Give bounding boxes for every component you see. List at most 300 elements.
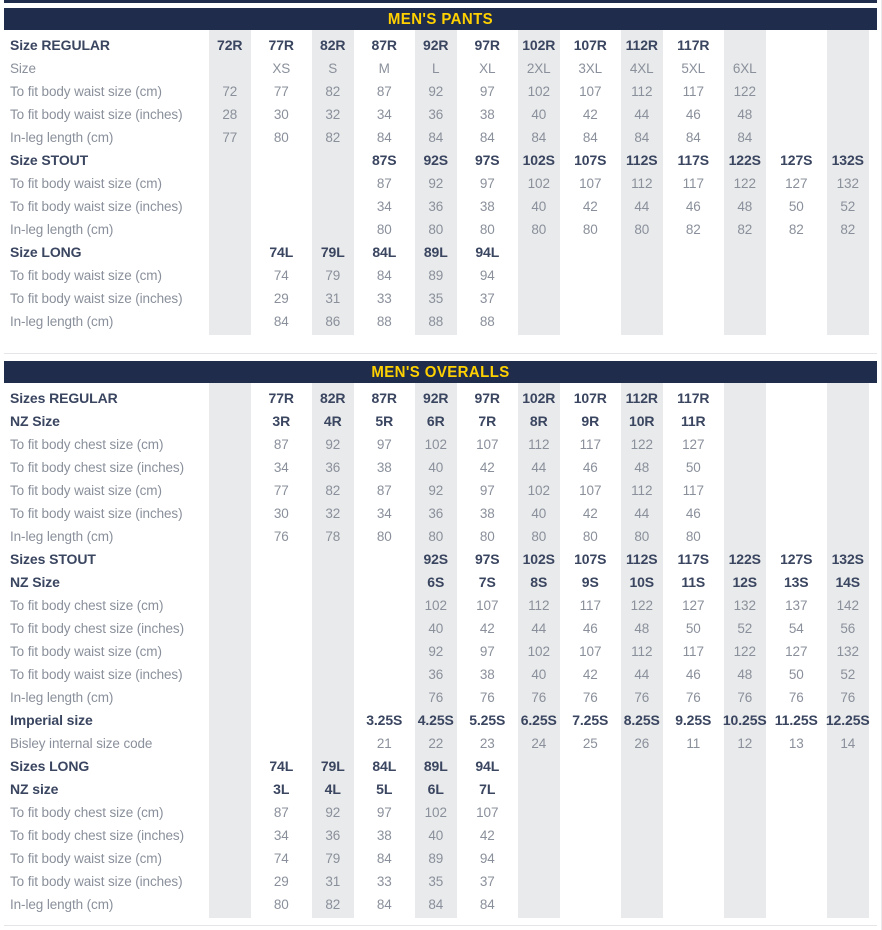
value-cell: [771, 502, 823, 525]
value-cell: 22: [428, 736, 444, 751]
value-cell: 76: [840, 690, 856, 705]
value-cell: 127: [682, 598, 705, 613]
size-code-cell: [771, 241, 823, 264]
size-code-cell: 3.25S: [366, 712, 403, 728]
value-cell: 117: [682, 84, 704, 99]
value-cell: 84: [531, 130, 547, 145]
size-code-cell: 102R: [522, 37, 556, 53]
value-cell: [616, 870, 668, 893]
value-cell: [565, 310, 617, 333]
value-cell: [307, 218, 359, 241]
value-cell: 84: [376, 851, 392, 866]
size-code-cell: 11R: [680, 413, 706, 429]
value-cell: 52: [737, 621, 753, 636]
value-cell: 23: [479, 736, 495, 751]
size-code-cell: 122S: [728, 551, 761, 567]
value-cell: [307, 640, 359, 663]
value-cell: 76: [531, 690, 547, 705]
value-cell: 24: [531, 736, 547, 751]
value-cell: [719, 264, 771, 287]
value-cell: [668, 824, 720, 847]
size-code-cell: 107S: [574, 152, 607, 168]
table-row: [4, 663, 877, 686]
value-cell: [822, 801, 874, 824]
value-cell: [771, 103, 823, 126]
value-cell: [204, 287, 256, 310]
value-cell: [771, 525, 823, 548]
table-row: [4, 410, 877, 433]
value-cell: 117: [579, 598, 601, 613]
size-code-cell: [822, 241, 874, 264]
size-code-cell: 3L: [273, 781, 290, 797]
value-cell: [822, 103, 874, 126]
size-code-cell: 127S: [780, 551, 813, 567]
value-cell: [771, 456, 823, 479]
value-cell: 42: [582, 107, 598, 122]
row-label: To fit body waist size (cm): [10, 84, 162, 99]
value-cell: [204, 195, 256, 218]
table-row: [4, 126, 877, 149]
size-code-cell: 77R: [268, 390, 294, 406]
value-cell: 82: [840, 222, 856, 237]
value-cell: [771, 80, 823, 103]
size-code-cell: 6R: [426, 413, 445, 429]
value-cell: 80: [273, 897, 289, 912]
value-cell: 82: [788, 222, 804, 237]
value-cell: [822, 433, 874, 456]
size-code-cell: 7R: [478, 413, 497, 429]
value-cell: 107: [476, 805, 499, 820]
value-cell: 40: [531, 506, 547, 521]
value-cell: 3XL: [578, 61, 603, 76]
value-cell: M: [378, 61, 390, 76]
value-cell: [204, 310, 256, 333]
size-code-cell: [668, 755, 720, 778]
size-code-cell: [204, 387, 256, 410]
value-cell: 36: [325, 828, 341, 843]
value-cell: 97: [479, 483, 495, 498]
value-cell: [204, 456, 256, 479]
value-cell: 79: [325, 268, 341, 283]
value-cell: 46: [685, 199, 701, 214]
value-cell: [204, 525, 256, 548]
value-cell: [771, 264, 823, 287]
size-code-cell: 117S: [677, 152, 710, 168]
value-cell: 37: [479, 874, 495, 889]
row-label: NZ Size: [10, 413, 60, 429]
row-label: NZ Size: [10, 574, 60, 590]
row-label: In-leg length (cm): [10, 690, 114, 705]
value-cell: 92: [325, 805, 341, 820]
size-code-cell: [771, 387, 823, 410]
value-cell: [204, 502, 256, 525]
value-cell: 127: [785, 176, 808, 191]
value-cell: [565, 893, 617, 916]
table-row: [4, 640, 877, 663]
value-cell: 32: [325, 107, 341, 122]
value-cell: [719, 893, 771, 916]
value-cell: [616, 801, 668, 824]
value-cell: 84: [582, 130, 598, 145]
value-cell: [771, 310, 823, 333]
table-row: [4, 502, 877, 525]
size-code-cell: 11S: [681, 574, 706, 590]
table-row: [4, 172, 877, 195]
value-cell: 42: [479, 828, 495, 843]
value-cell: 21: [376, 736, 392, 751]
size-code-cell: 14S: [835, 574, 861, 590]
value-cell: [359, 617, 411, 640]
value-cell: 74: [273, 851, 289, 866]
value-cell: 122: [733, 84, 756, 99]
size-code-cell: [307, 149, 359, 172]
value-cell: 38: [479, 107, 495, 122]
row-label: Sizes REGULAR: [10, 390, 118, 406]
value-cell: 82: [325, 897, 341, 912]
value-cell: 36: [428, 199, 444, 214]
table-row: [4, 264, 877, 287]
value-cell: 42: [582, 199, 598, 214]
size-code-cell: [822, 34, 874, 57]
size-code-cell: 112S: [625, 152, 658, 168]
size-code-cell: 79L: [320, 244, 345, 260]
value-cell: [565, 847, 617, 870]
row-label: To fit body waist size (inches): [10, 667, 183, 682]
value-cell: 35: [428, 291, 444, 306]
value-cell: 79: [325, 851, 341, 866]
size-code-cell: [204, 149, 256, 172]
value-cell: [616, 824, 668, 847]
value-cell: 112: [631, 483, 653, 498]
value-cell: [719, 801, 771, 824]
value-cell: 50: [788, 667, 804, 682]
size-code-cell: [822, 778, 874, 801]
size-code-cell: 92S: [423, 152, 449, 168]
table-title: MEN'S PANTS: [387, 10, 494, 28]
value-cell: XL: [479, 61, 496, 76]
value-cell: 36: [325, 460, 341, 475]
size-code-cell: [256, 709, 308, 732]
value-cell: 40: [428, 828, 444, 843]
row-label: To fit body waist size (cm): [10, 483, 162, 498]
value-cell: [204, 594, 256, 617]
size-code-cell: [204, 709, 256, 732]
value-cell: 42: [479, 460, 495, 475]
size-code-cell: 89L: [423, 758, 448, 774]
value-cell: [204, 218, 256, 241]
size-code-cell: 122S: [728, 152, 761, 168]
value-cell: 34: [273, 460, 289, 475]
value-cell: 77: [273, 84, 289, 99]
value-cell: [307, 195, 359, 218]
size-code-cell: 11.25S: [774, 712, 818, 728]
row-label: To fit body waist size (inches): [10, 874, 183, 889]
value-cell: [719, 456, 771, 479]
size-code-cell: 102R: [522, 390, 556, 406]
value-cell: 112: [631, 644, 653, 659]
value-cell: 42: [582, 667, 598, 682]
row-label: In-leg length (cm): [10, 314, 114, 329]
value-cell: 102: [527, 483, 550, 498]
size-code-cell: 5.25S: [469, 712, 506, 728]
value-cell: [307, 594, 359, 617]
size-code-cell: [513, 755, 565, 778]
size-code-cell: 102S: [522, 551, 555, 567]
value-cell: 97: [376, 437, 392, 452]
value-cell: 2XL: [526, 61, 551, 76]
size-code-cell: 87R: [371, 390, 397, 406]
size-code-cell: [307, 571, 359, 594]
value-cell: 88: [479, 314, 495, 329]
value-cell: [204, 824, 256, 847]
size-code-cell: 72R: [217, 37, 243, 53]
size-code-cell: 112S: [625, 551, 658, 567]
value-cell: 33: [376, 874, 392, 889]
value-cell: 76: [788, 690, 804, 705]
value-cell: 142: [836, 598, 859, 613]
size-code-cell: [204, 571, 256, 594]
value-cell: 87: [376, 84, 392, 99]
value-cell: 97: [479, 176, 495, 191]
value-cell: 54: [788, 621, 804, 636]
value-cell: 12: [737, 736, 753, 751]
size-code-cell: 8.25S: [623, 712, 660, 728]
value-cell: [822, 57, 874, 80]
value-cell: 84: [634, 130, 650, 145]
value-cell: [668, 287, 720, 310]
value-cell: [307, 732, 359, 755]
value-cell: 92: [428, 644, 444, 659]
value-cell: [668, 870, 720, 893]
value-cell: [822, 80, 874, 103]
table-row: [4, 287, 877, 310]
mens-pants-table-body: [4, 30, 877, 335]
value-cell: 48: [737, 667, 753, 682]
value-cell: 40: [428, 621, 444, 636]
value-cell: 14: [840, 736, 856, 751]
value-cell: 137: [785, 598, 808, 613]
value-cell: 34: [376, 199, 392, 214]
size-code-cell: 79L: [320, 758, 345, 774]
size-code-cell: 87R: [371, 37, 397, 53]
value-cell: [565, 264, 617, 287]
size-code-cell: [822, 387, 874, 410]
size-code-cell: 6.25S: [520, 712, 557, 728]
value-cell: [822, 287, 874, 310]
value-cell: [771, 801, 823, 824]
table-row: [4, 195, 877, 218]
size-code-cell: 107S: [574, 551, 607, 567]
size-code-cell: [256, 548, 308, 571]
value-cell: [616, 287, 668, 310]
value-cell: 80: [531, 222, 547, 237]
value-cell: [307, 663, 359, 686]
value-cell: [256, 686, 308, 709]
value-cell: 82: [325, 130, 341, 145]
mens-pants-table: [4, 8, 877, 335]
value-cell: 122: [630, 437, 653, 452]
value-cell: [822, 310, 874, 333]
size-code-cell: 107R: [573, 390, 607, 406]
size-code-cell: [719, 778, 771, 801]
value-cell: [307, 617, 359, 640]
size-code-cell: 97S: [474, 152, 500, 168]
value-cell: S: [328, 61, 338, 76]
value-cell: 122: [733, 644, 756, 659]
value-cell: 112: [631, 176, 653, 191]
table-row: [4, 149, 877, 172]
row-label: Size REGULAR: [10, 37, 110, 53]
table-row: [4, 801, 877, 824]
value-cell: 84: [376, 897, 392, 912]
table-row: [4, 34, 877, 57]
size-code-cell: [719, 241, 771, 264]
value-cell: 102: [527, 176, 550, 191]
row-label: Bisley internal size code: [10, 736, 153, 751]
size-code-cell: [256, 571, 308, 594]
value-cell: 37: [479, 291, 495, 306]
value-cell: 84: [376, 130, 392, 145]
table-row: [4, 241, 877, 264]
value-cell: 80: [479, 222, 495, 237]
value-cell: [771, 824, 823, 847]
value-cell: 35: [428, 874, 444, 889]
size-code-cell: 8S: [530, 574, 548, 590]
value-cell: XS: [272, 61, 291, 76]
value-cell: [307, 172, 359, 195]
size-code-cell: 117R: [677, 37, 710, 53]
mens-overalls-table: [4, 361, 877, 918]
size-code-cell: 4R: [323, 413, 342, 429]
value-cell: [822, 502, 874, 525]
size-code-cell: [256, 149, 308, 172]
value-cell: 86: [325, 314, 341, 329]
size-code-cell: [204, 410, 256, 433]
value-cell: 40: [531, 667, 547, 682]
value-cell: [771, 287, 823, 310]
value-cell: [822, 847, 874, 870]
size-code-cell: 4L: [324, 781, 341, 797]
value-cell: 87: [273, 437, 289, 452]
value-cell: 56: [840, 621, 856, 636]
row-label: To fit body chest size (cm): [10, 805, 164, 820]
value-cell: 80: [634, 529, 650, 544]
value-cell: [771, 57, 823, 80]
table-row: [4, 732, 877, 755]
bottom-divider: [4, 925, 877, 926]
row-label: Sizes LONG: [10, 758, 90, 774]
value-cell: 87: [376, 176, 392, 191]
mens-overalls-title-bar: [4, 361, 877, 383]
table-title: MEN'S OVERALLS: [371, 363, 510, 381]
value-cell: 80: [582, 222, 598, 237]
value-cell: 107: [579, 483, 602, 498]
value-cell: [513, 824, 565, 847]
value-cell: 97: [479, 84, 495, 99]
value-cell: 29: [273, 291, 289, 306]
value-cell: 31: [325, 874, 341, 889]
value-cell: 50: [788, 199, 804, 214]
size-code-cell: [771, 755, 823, 778]
value-cell: 84: [376, 268, 392, 283]
size-code-cell: 97S: [474, 551, 500, 567]
value-cell: [513, 847, 565, 870]
value-cell: 89: [428, 851, 444, 866]
value-cell: 38: [479, 506, 495, 521]
value-cell: 76: [428, 690, 444, 705]
value-cell: 46: [582, 460, 598, 475]
value-cell: 11: [686, 736, 701, 751]
size-code-cell: 7S: [478, 574, 496, 590]
value-cell: [359, 594, 411, 617]
value-cell: 34: [376, 506, 392, 521]
value-cell: 52: [840, 667, 856, 682]
value-cell: [513, 870, 565, 893]
table-row: [4, 80, 877, 103]
size-code-cell: 74L: [269, 758, 294, 774]
size-code-cell: [359, 548, 411, 571]
value-cell: 44: [531, 460, 547, 475]
table-row: [4, 433, 877, 456]
value-cell: 88: [428, 314, 444, 329]
value-cell: 80: [428, 529, 444, 544]
size-code-cell: 5R: [375, 413, 394, 429]
row-label: To fit body waist size (cm): [10, 268, 162, 283]
row-label: In-leg length (cm): [10, 130, 114, 145]
size-code-cell: 7L: [479, 781, 496, 797]
row-label: Size: [10, 61, 36, 76]
value-cell: 80: [634, 222, 650, 237]
value-cell: 117: [682, 644, 704, 659]
value-cell: [822, 264, 874, 287]
value-cell: [256, 195, 308, 218]
size-code-cell: 117R: [677, 390, 710, 406]
value-cell: [771, 893, 823, 916]
value-cell: [565, 870, 617, 893]
value-cell: 30: [273, 107, 289, 122]
value-cell: [359, 663, 411, 686]
value-cell: 88: [376, 314, 392, 329]
value-cell: 4XL: [629, 61, 654, 76]
value-cell: 36: [428, 667, 444, 682]
value-cell: 80: [582, 529, 598, 544]
row-label: NZ size: [10, 781, 59, 797]
value-cell: 107: [579, 644, 602, 659]
value-cell: 34: [376, 107, 392, 122]
table-row: [4, 387, 877, 410]
size-code-cell: 89L: [423, 244, 448, 260]
row-label: To fit body chest size (cm): [10, 598, 164, 613]
value-cell: [359, 640, 411, 663]
value-cell: 46: [582, 621, 598, 636]
value-cell: [771, 847, 823, 870]
value-cell: 46: [685, 107, 701, 122]
value-cell: 112: [631, 84, 653, 99]
value-cell: 107: [476, 598, 499, 613]
size-code-cell: [565, 755, 617, 778]
value-cell: [719, 824, 771, 847]
size-code-cell: [204, 548, 256, 571]
size-code-cell: 12.25S: [825, 712, 870, 728]
size-code-cell: [616, 778, 668, 801]
size-code-cell: 112R: [625, 37, 658, 53]
value-cell: 132: [733, 598, 756, 613]
size-code-cell: 117S: [677, 551, 710, 567]
value-cell: [513, 287, 565, 310]
value-cell: 80: [376, 529, 392, 544]
value-cell: [771, 870, 823, 893]
value-cell: [565, 287, 617, 310]
